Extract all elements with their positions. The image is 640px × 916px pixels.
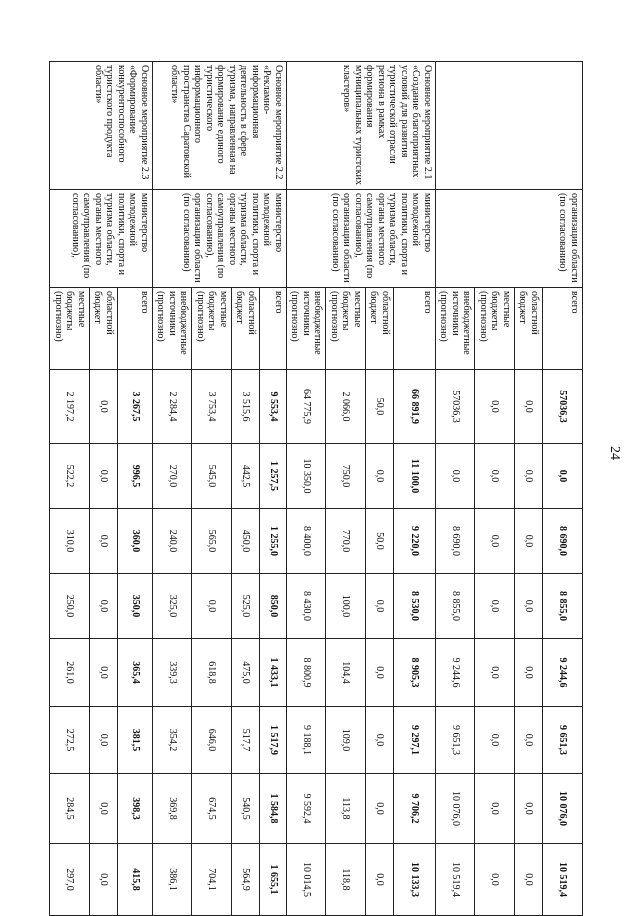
- value-cell: 415,8: [118, 844, 153, 916]
- measure-cell: Основное мероприятие 2.1 «Создание благоприятных условий для развития туристической отрасли региона в рамках формирования муниципальных туристских кластеров»: [287, 62, 436, 190]
- value-cell: 10 076,0: [436, 774, 476, 844]
- source-cell: областной бюджет: [90, 288, 118, 370]
- value-cell: 57036,3: [543, 370, 583, 444]
- value-cell: 0,0: [90, 370, 118, 444]
- source-cell: местные бюджеты (прогнозно): [326, 288, 366, 370]
- value-cell: 66 891,9: [394, 370, 436, 444]
- value-cell: 57036,3: [436, 370, 476, 444]
- value-cell: 360,0: [118, 509, 153, 574]
- value-cell: 0,0: [515, 639, 543, 707]
- value-cell: 118,8: [326, 844, 366, 916]
- value-cell: 0,0: [475, 370, 515, 444]
- value-cell: 850,0: [260, 574, 287, 639]
- value-cell: 365,4: [118, 639, 153, 707]
- value-cell: 9 244,6: [543, 639, 583, 707]
- value-cell: 10 519,4: [436, 844, 476, 916]
- value-cell: 0,0: [366, 639, 394, 707]
- source-cell: областной бюджет: [232, 288, 260, 370]
- value-cell: 450,0: [232, 509, 260, 574]
- value-cell: 9 188,1: [287, 707, 327, 774]
- value-cell: 0,0: [90, 774, 118, 844]
- value-cell: 646,0: [192, 707, 232, 774]
- value-cell: 11 100,0: [394, 444, 436, 509]
- value-cell: 3 515,6: [232, 370, 260, 444]
- value-cell: 113,8: [326, 774, 366, 844]
- value-cell: 1 257,5: [260, 444, 287, 509]
- value-cell: 525,0: [232, 574, 260, 639]
- value-cell: 0,0: [475, 844, 515, 916]
- source-cell: местные бюджеты (прогнозно): [475, 288, 515, 370]
- value-cell: 9 651,3: [543, 707, 583, 774]
- value-cell: 3 267,5: [118, 370, 153, 444]
- value-cell: 9 651,3: [436, 707, 476, 774]
- value-cell: 996,5: [118, 444, 153, 509]
- value-cell: 0,0: [90, 574, 118, 639]
- measure-cell: Основное мероприятие 2.2 «Рекламно-информационная деятельность в сфере туризма, направленная на формирование единого туристического информационного пространства Саратовской области»: [153, 62, 287, 190]
- value-cell: 0,0: [515, 509, 543, 574]
- source-cell: всего: [260, 288, 287, 370]
- table-row: [543, 62, 583, 916]
- source-cell: местные бюджеты (прогнозно): [50, 288, 90, 370]
- value-cell: 442,5: [232, 444, 260, 509]
- value-cell: 8 690,0: [436, 509, 476, 574]
- measure-cell: [436, 62, 583, 190]
- value-cell: 564,9: [232, 844, 260, 916]
- value-cell: 8 905,3: [394, 639, 436, 707]
- value-cell: 704,1: [192, 844, 232, 916]
- value-cell: 0,0: [192, 574, 232, 639]
- source-cell: всего: [394, 288, 436, 370]
- source-cell: всего: [543, 288, 583, 370]
- value-cell: 2 066,0: [326, 370, 366, 444]
- source-cell: внебюджетные источники (прогнозно): [287, 288, 327, 370]
- value-cell: 8 530,0: [394, 574, 436, 639]
- value-cell: 10 133,3: [394, 844, 436, 916]
- source-cell: местные бюджеты (прогнозно): [192, 288, 232, 370]
- value-cell: 50,0: [366, 370, 394, 444]
- value-cell: 8 430,0: [287, 574, 327, 639]
- value-cell: 0,0: [515, 774, 543, 844]
- table-row: [394, 62, 436, 916]
- value-cell: 104,4: [326, 639, 366, 707]
- value-cell: 3 753,4: [192, 370, 232, 444]
- value-cell: 770,0: [326, 509, 366, 574]
- value-cell: 398,3: [118, 774, 153, 844]
- value-cell: 8 400,0: [287, 509, 327, 574]
- value-cell: 240,0: [153, 509, 193, 574]
- value-cell: 9 706,2: [394, 774, 436, 844]
- value-cell: 9 220,0: [394, 509, 436, 574]
- value-cell: 284,5: [50, 774, 90, 844]
- value-cell: 674,5: [192, 774, 232, 844]
- value-cell: 8 855,0: [543, 574, 583, 639]
- value-cell: 10 519,4: [543, 844, 583, 916]
- financing-table-rotated: [55, 61, 583, 915]
- value-cell: 297,0: [50, 844, 90, 916]
- executor-cell: министерство молодежной политики, спорта и туризма области, органы местного самоуправления (по согласованию), организации области (по согласованию): [287, 190, 436, 288]
- value-cell: 270,0: [153, 444, 193, 509]
- value-cell: 0,0: [543, 444, 583, 509]
- value-cell: 0,0: [515, 370, 543, 444]
- value-cell: 9 553,4: [260, 370, 287, 444]
- value-cell: 517,7: [232, 707, 260, 774]
- executor-cell: министерство молодежной политики, спорта и туризма области, органы местного самоуправления (по согласованию),: [50, 190, 153, 288]
- value-cell: 9 297,1: [394, 707, 436, 774]
- page-number: 24: [607, 446, 622, 460]
- value-cell: 8 855,0: [436, 574, 476, 639]
- table-row: [118, 62, 153, 916]
- value-cell: 2 284,4: [153, 370, 193, 444]
- financing-table: [50, 61, 584, 916]
- executor-cell: организации области (по согласованию): [436, 190, 583, 288]
- value-cell: 0,0: [475, 574, 515, 639]
- value-cell: 354,2: [153, 707, 193, 774]
- value-cell: 475,0: [232, 639, 260, 707]
- value-cell: 272,5: [50, 707, 90, 774]
- source-cell: всего: [118, 288, 153, 370]
- value-cell: 100,0: [326, 574, 366, 639]
- value-cell: 0,0: [90, 444, 118, 509]
- value-cell: 0,0: [366, 774, 394, 844]
- value-cell: 9 244,6: [436, 639, 476, 707]
- source-cell: внебюджетные источники (прогнозно): [153, 288, 193, 370]
- value-cell: 339,3: [153, 639, 193, 707]
- value-cell: 522,2: [50, 444, 90, 509]
- value-cell: 618,8: [192, 639, 232, 707]
- value-cell: 0,0: [366, 844, 394, 916]
- value-cell: 325,0: [153, 574, 193, 639]
- value-cell: 10 076,0: [543, 774, 583, 844]
- value-cell: 1 433,1: [260, 639, 287, 707]
- table-row: [260, 62, 287, 916]
- value-cell: 381,5: [118, 707, 153, 774]
- value-cell: 0,0: [90, 844, 118, 916]
- value-cell: 64 775,9: [287, 370, 327, 444]
- executor-cell: министерство молодежной политики, спорта и туризма области, органы местного самоуправления (по согласованию), организации области (по согласованию): [153, 190, 287, 288]
- value-cell: 0,0: [475, 444, 515, 509]
- source-cell: областной бюджет: [515, 288, 543, 370]
- value-cell: 0,0: [90, 639, 118, 707]
- value-cell: 9 592,4: [287, 774, 327, 844]
- value-cell: 250,0: [50, 574, 90, 639]
- value-cell: 0,0: [515, 574, 543, 639]
- value-cell: 1 584,8: [260, 774, 287, 844]
- value-cell: 261,0: [50, 639, 90, 707]
- value-cell: 0,0: [475, 707, 515, 774]
- value-cell: 350,0: [118, 574, 153, 639]
- source-cell: внебюджетные источники (прогнозно): [436, 288, 476, 370]
- value-cell: 545,0: [192, 444, 232, 509]
- value-cell: 369,8: [153, 774, 193, 844]
- value-cell: 50,0: [366, 509, 394, 574]
- value-cell: 8 690,0: [543, 509, 583, 574]
- value-cell: 8 800,9: [287, 639, 327, 707]
- value-cell: 0,0: [366, 574, 394, 639]
- value-cell: 386,1: [153, 844, 193, 916]
- measure-cell: Основное мероприятие 2.3 «Формирование конкурентоспособного туристского продукта области»: [50, 62, 153, 190]
- value-cell: 0,0: [515, 707, 543, 774]
- value-cell: 0,0: [90, 707, 118, 774]
- value-cell: 0,0: [475, 509, 515, 574]
- value-cell: 540,5: [232, 774, 260, 844]
- value-cell: 0,0: [90, 509, 118, 574]
- value-cell: 1 655,1: [260, 844, 287, 916]
- value-cell: 10 350,0: [287, 444, 327, 509]
- value-cell: 1 255,0: [260, 509, 287, 574]
- value-cell: 2 197,2: [50, 370, 90, 444]
- value-cell: 0,0: [366, 444, 394, 509]
- value-cell: 0,0: [475, 639, 515, 707]
- value-cell: 750,0: [326, 444, 366, 509]
- value-cell: 310,0: [50, 509, 90, 574]
- source-cell: областной бюджет: [366, 288, 394, 370]
- value-cell: 109,0: [326, 707, 366, 774]
- value-cell: 10 014,5: [287, 844, 327, 916]
- value-cell: 0,0: [515, 444, 543, 509]
- value-cell: 0,0: [475, 774, 515, 844]
- value-cell: 0,0: [436, 444, 476, 509]
- value-cell: 0,0: [515, 844, 543, 916]
- value-cell: 1 517,9: [260, 707, 287, 774]
- value-cell: 565,0: [192, 509, 232, 574]
- value-cell: 0,0: [366, 707, 394, 774]
